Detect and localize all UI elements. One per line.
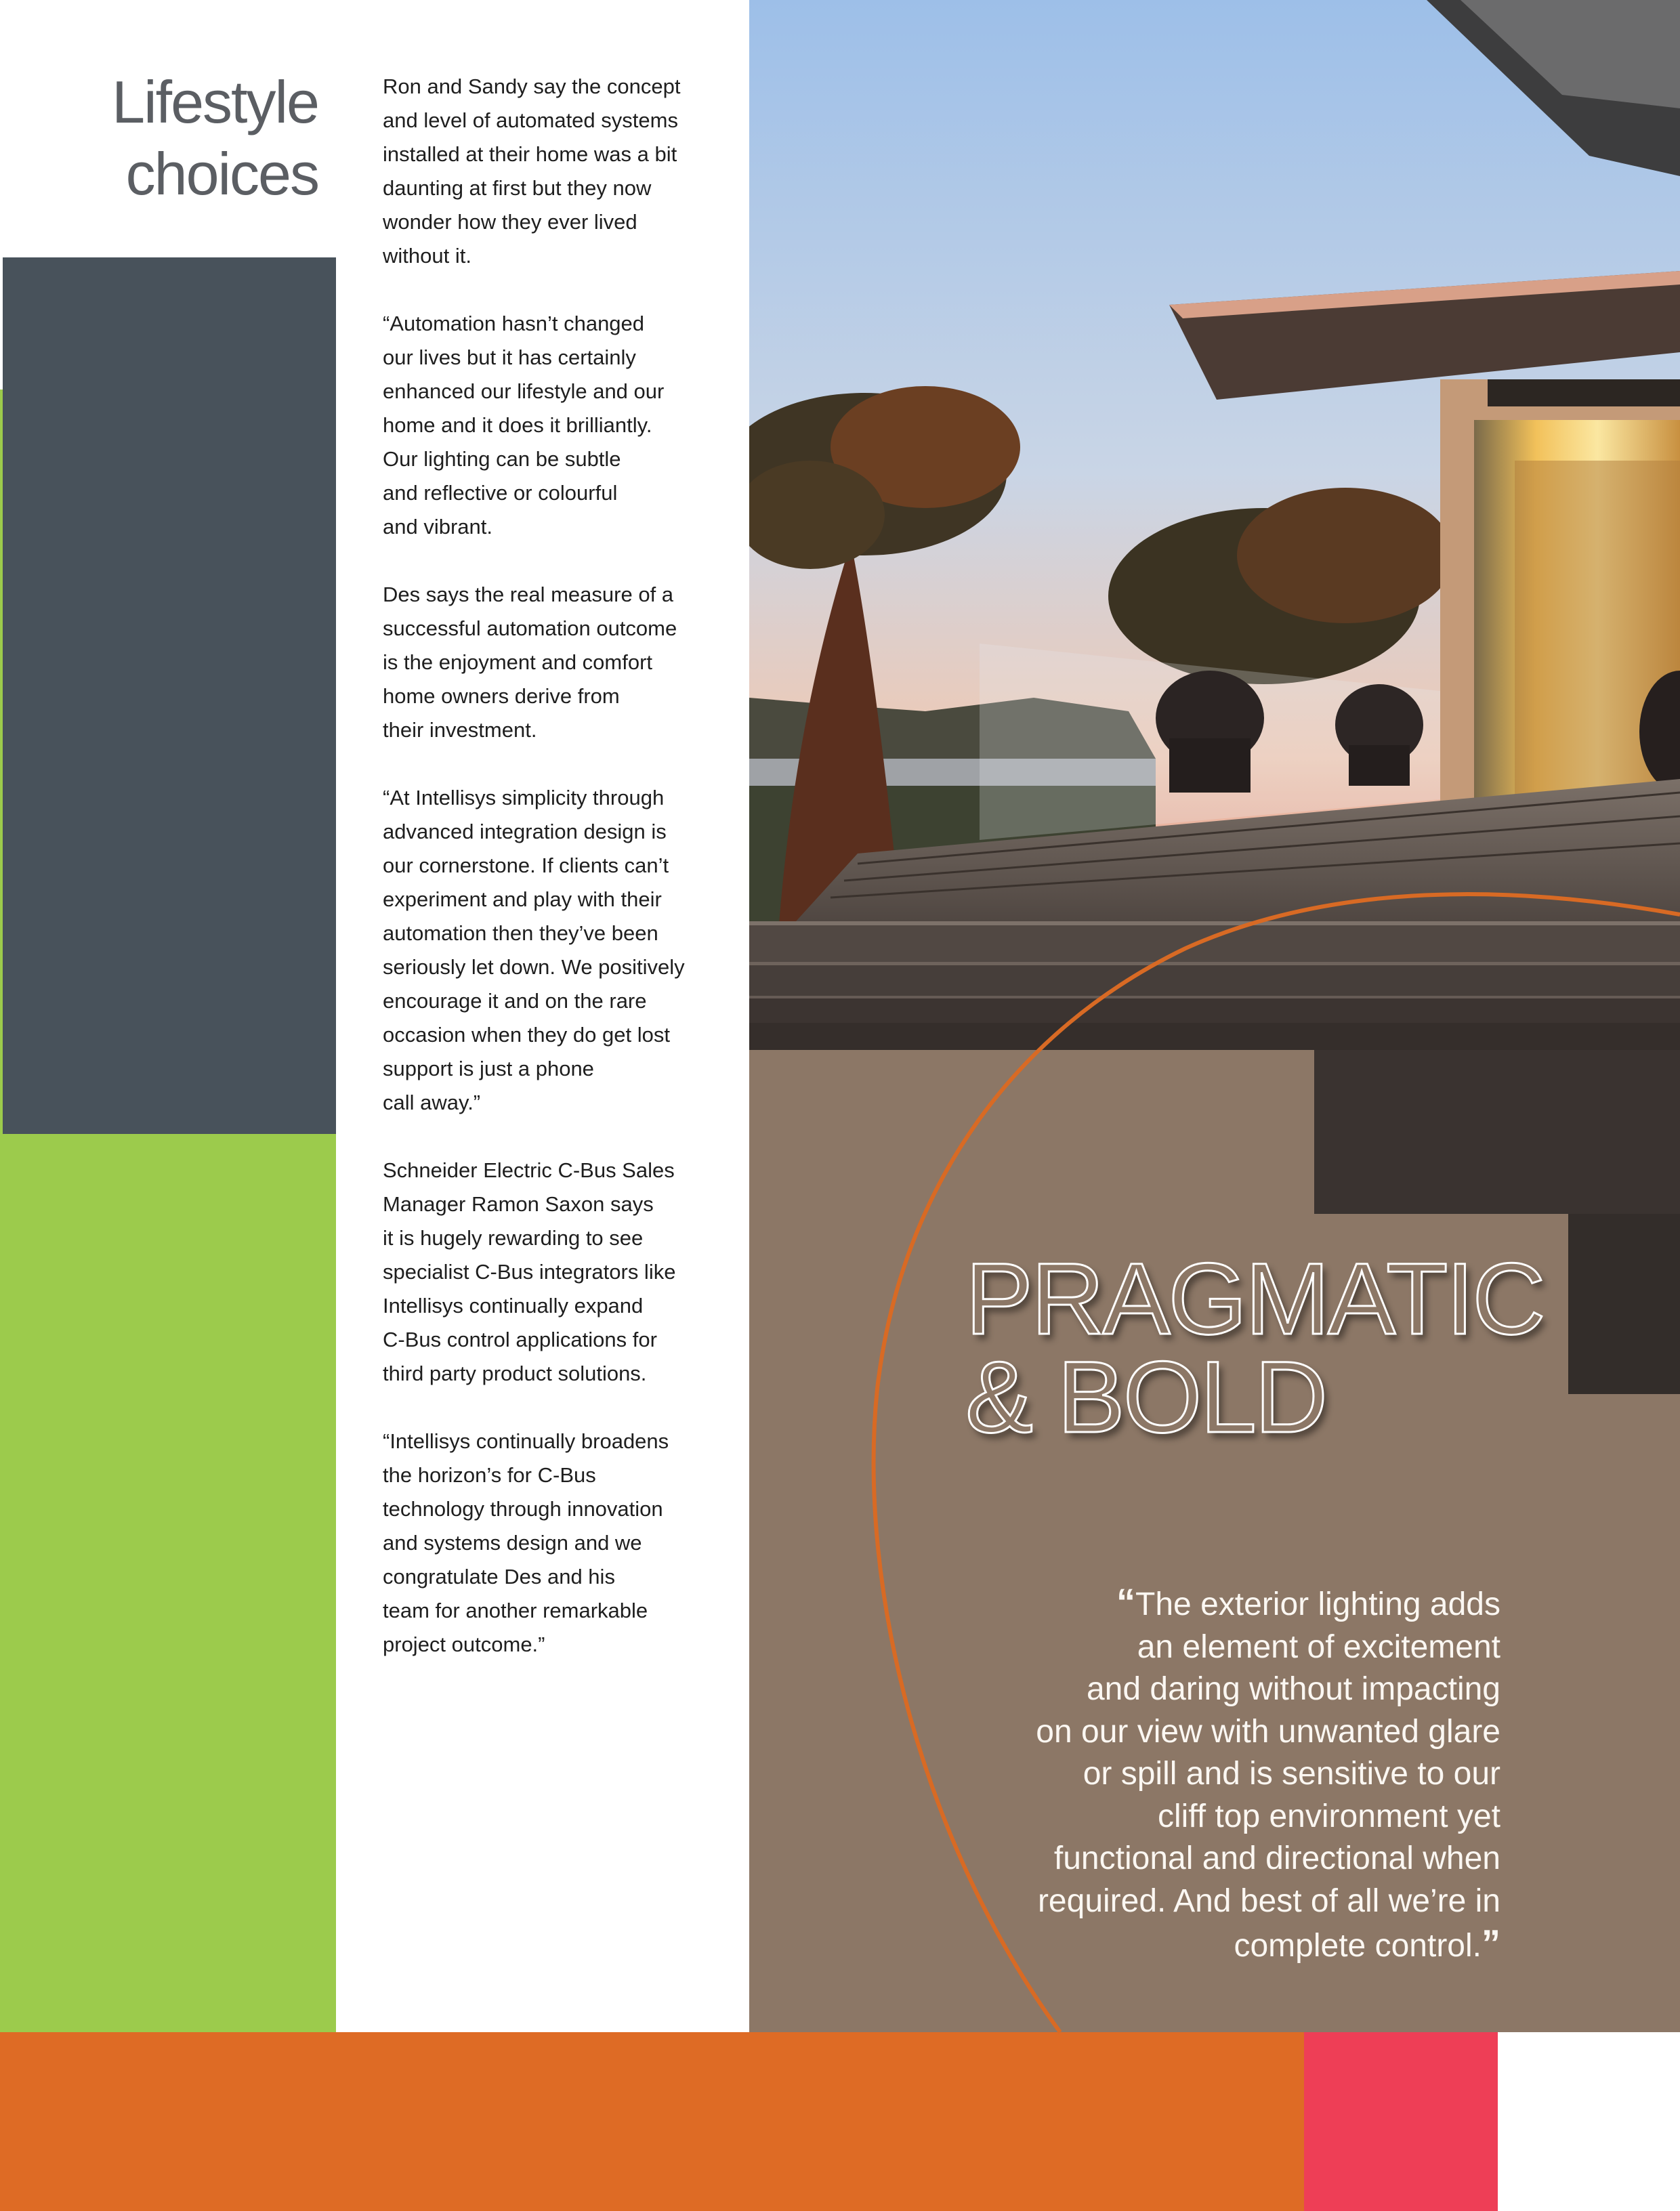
feature-title: [965, 1242, 1656, 1454]
open-quote-mark: “: [1116, 1580, 1136, 1623]
heading-line-1: Lifestyle: [112, 68, 318, 135]
section-heading: [0, 66, 318, 210]
feature-title-line-1: PRAGMATIC: [965, 1242, 1544, 1355]
white-color-band: [1498, 2032, 1680, 2211]
house-deck-photo: [749, 0, 1680, 1050]
orange-color-band: [0, 2032, 1304, 2211]
pull-quote: [969, 1581, 1500, 1968]
red-color-band: [1304, 2032, 1498, 2211]
body-paragraph: “Intellisys continually broadens the horizon’s for C-Bus technology through innovation and systems design and we congratulate Des and his team for another remarkable project outcome.”: [383, 1429, 669, 1656]
body-paragraph: “Automation hasn’t changed our lives but it has certainly enhanced our lifestyle and our home and it does it brilliantly. Our lighting can be subtle and reflective or colourful and vibrant.: [383, 312, 665, 539]
heading-line-2: choices: [125, 140, 318, 207]
body-paragraph: “At Intellisys simplicity through advanced integration design is our cornerstone. If clients can’t experiment and play with their automation then they’ve been seriously let down. We positively encourage it and on the rare occasion when they do get lost support is just a phone call away.”: [383, 786, 685, 1114]
feature-title-line-2: & BOLD: [965, 1340, 1326, 1454]
pull-quote-text: The exterior lighting adds an element of excitement and daring without impacting on our view with unwanted glare or spill and is sensitive to our cliff top environment yet functional and directional when required. And best of all we’re in complete control.: [1036, 1586, 1500, 1964]
photo-steps-extension: [1314, 1050, 1680, 1214]
close-quote-mark: ”: [1482, 1922, 1500, 1964]
body-paragraph: Ron and Sandy say the concept and level of automated systems installed at their home was a bit daunting at first but they now wonder how they ever lived without it.: [383, 75, 681, 268]
body-paragraph: Des says the real measure of a successful automation outcome is the enjoyment and comfort home owners derive from their investment.: [383, 583, 677, 742]
slate-color-block: [3, 257, 336, 1134]
body-paragraph: Schneider Electric C-Bus Sales Manager Ramon Saxon says it is hugely rewarding to see specialist C-Bus integrators like Intellisys continually expand C-Bus control applications for third party product solutions.: [383, 1158, 676, 1385]
article-body: [383, 70, 715, 1696]
